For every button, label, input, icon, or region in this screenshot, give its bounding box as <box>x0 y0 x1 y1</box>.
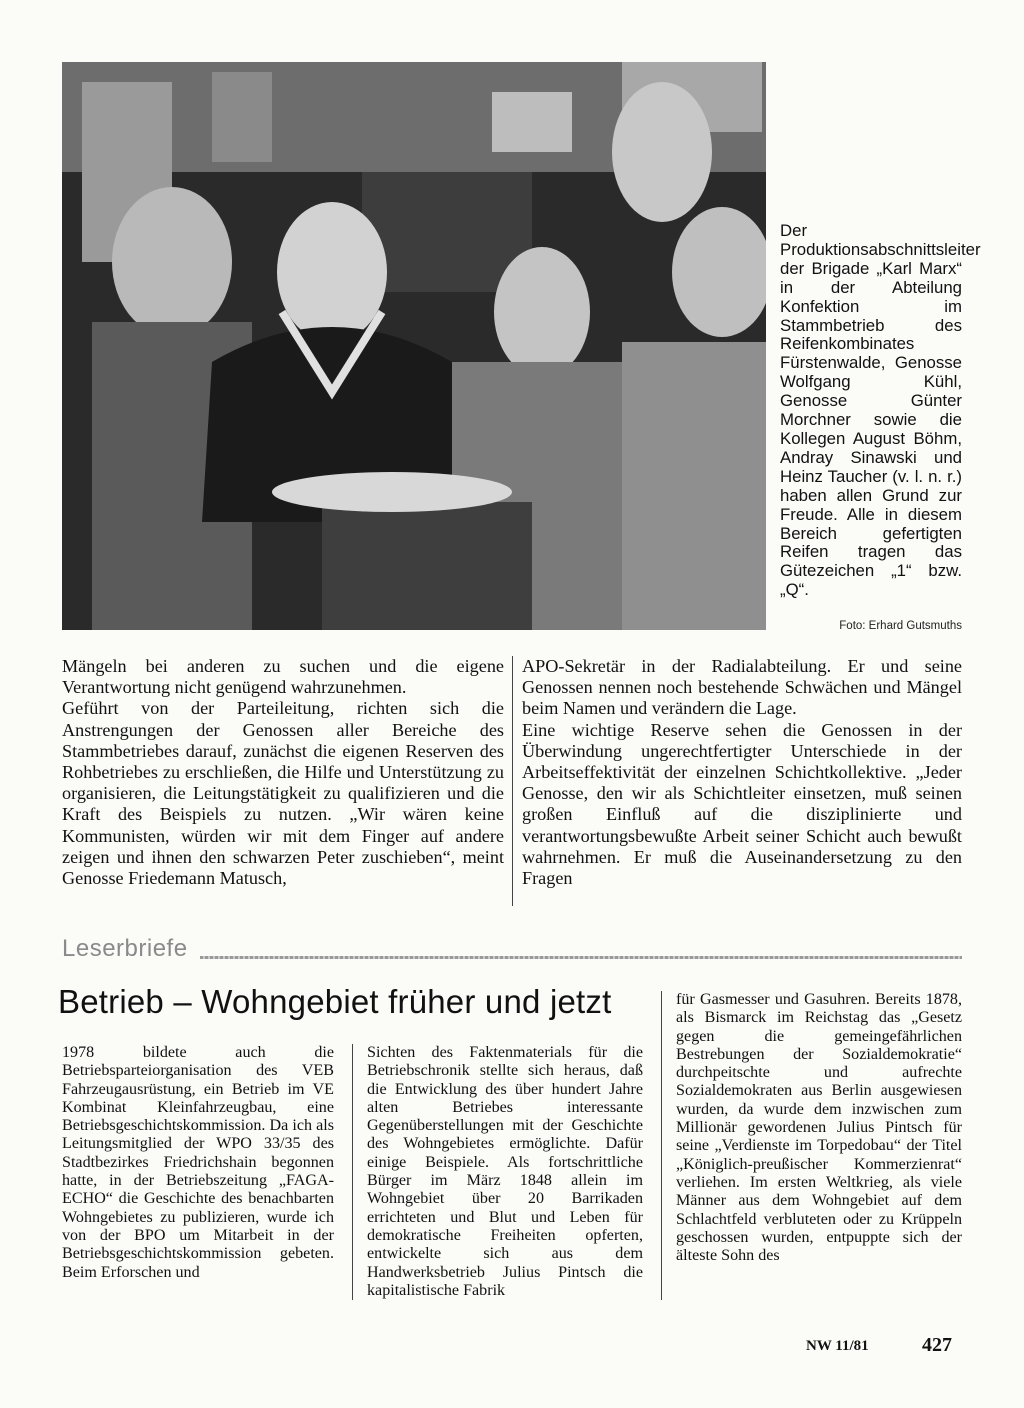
issue-number: NW 11/81 <box>806 1338 869 1354</box>
article-column-2: Sichten des Faktenmaterials für die Betriebschronik stellte sich heraus, daß die Entwicklung des über hundert Jahre alten Betriebes interessante Gegenüberstellungen mit der Geschichte des Wohngebietes ermöglichte. Dafür einige Beispiele. Als fortschrittliche Bürger im März 1848 allein im Wohngebiet über 20 Barrikaden errichteten und Blut und Leben für demokratische Freiheiten opferten, entwickelte sich aus dem Handwerksbetrieb Julius Pintsch die kapitalistische Fabrik <box>367 1044 643 1299</box>
upper-column-right: APO-Sekretär in der Radialabteilung. Er und seine Genossen nennen noch bestehende Schwächen und Mängel beim Namen und verändern die Lage. Eine wichtige Reserve sehen die Genossen in der Überwindung ungerechtfertigter Unterschiede in der Arbeitseffektivität der einzelnen Schichtkollektive. „Jeder Genosse, den wir als Schichtleiter einsetzen, muß seinen großen Einfluß auf die disziplinierte und verantwortungsbewußte Arbeit seiner Schicht auch bewußt wahrnehmen. Er muß die Auseinandersetzung zu den Fragen <box>522 656 962 889</box>
article-headline: Betrieb – Wohngebiet früher und jetzt <box>58 983 612 1020</box>
photo-caption: Der Produktionsabschnittsleiter der Brigade „Karl Marx“ in der Abteilung Konfektion im Stammbetrieb des Reifenkombinates Fürstenwalde, Genosse Wolfgang Kühl, Genosse Günter Morchner sowie die Kollegen August Böhm, Andray Sinawski und Heinz Taucher (v. l. n. r.) haben allen Grund zur Freude. Alle in diesem Bereich gefertigten Reifen tragen das Gütezeichen „1“ bzw. „Q“. <box>780 221 981 600</box>
article-column-3: für Gasmesser und Gasuhren. Bereits 1878, als Bismarck im Reichstag das „Gesetz gegen die gemeingefährlichen Bestrebungen der Sozialdemokratie“ durchpeitschte und aufrechte Sozialdemokraten aus Berlin ausgewiesen wurden, da wurde dem inzwischen zum Millionär gewordenen Julius Pintsch für seine „Verdienste im Torpedobau“ der Titel „Königlich-preußischer Kommerzienrat“ verliehen. Im ersten Weltkrieg, als viele Männer aus dem Wohngebiet auf dem Schlachtfeld verbluteten oder zu Krüppeln geschossen wurden, entpuppte sich der älteste Sohn des <box>676 991 962 1265</box>
section-label: Leserbriefe <box>62 935 188 962</box>
column-divider <box>352 1044 353 1300</box>
article-column-1: 1978 bildete auch die Betriebsparteiorganisation des VEB Fahrzeugausrüstung, ein Betrieb im VE Kombinat Kleinfahrzeugbau, eine Betriebsgeschichtskommission. Da ich als Leitungsmitglied der WPO 33/35 des Stadtbezirkes Friedrichshain begonnen hatte, in der Betriebszeitung „FAGA-ECHO“ die Geschichte des benachbarten Wohngebietes zu publizieren, wurde ich von der BPO um Mitarbeit in der Betriebsgeschichtskommission gebeten. Beim Erforschen und <box>62 1044 334 1281</box>
column-divider <box>661 991 662 1300</box>
photo <box>62 62 766 630</box>
factory-workers-photo <box>62 62 766 630</box>
page-number: 427 <box>922 1334 952 1356</box>
section-rule <box>200 956 962 959</box>
photo-credit: Foto: Erhard Gutsmuths <box>839 620 962 632</box>
upper-column-left: Mängeln bei anderen zu suchen und die eigene Verantwortung nicht genügend wahrzunehmen. Geführt von der Parteileitung, richten sich die Anstrengungen der Genossen aller Bereiche des Stammbetriebes darauf, zunächst die eigenen Reserven des Rohbetriebes zu erschließen, die Hilfe und Unterstützung zu organisieren, die Leitungstätigkeit zu qualifizieren und die Kraft des Beispiels zu nutzen. „Wir wären keine Kommunisten, würden wir mit dem Finger auf andere zeigen und ihnen den schwarzen Peter zuschieben“, meint Genosse Friedemann Matusch, <box>62 656 504 889</box>
column-divider <box>512 656 513 906</box>
